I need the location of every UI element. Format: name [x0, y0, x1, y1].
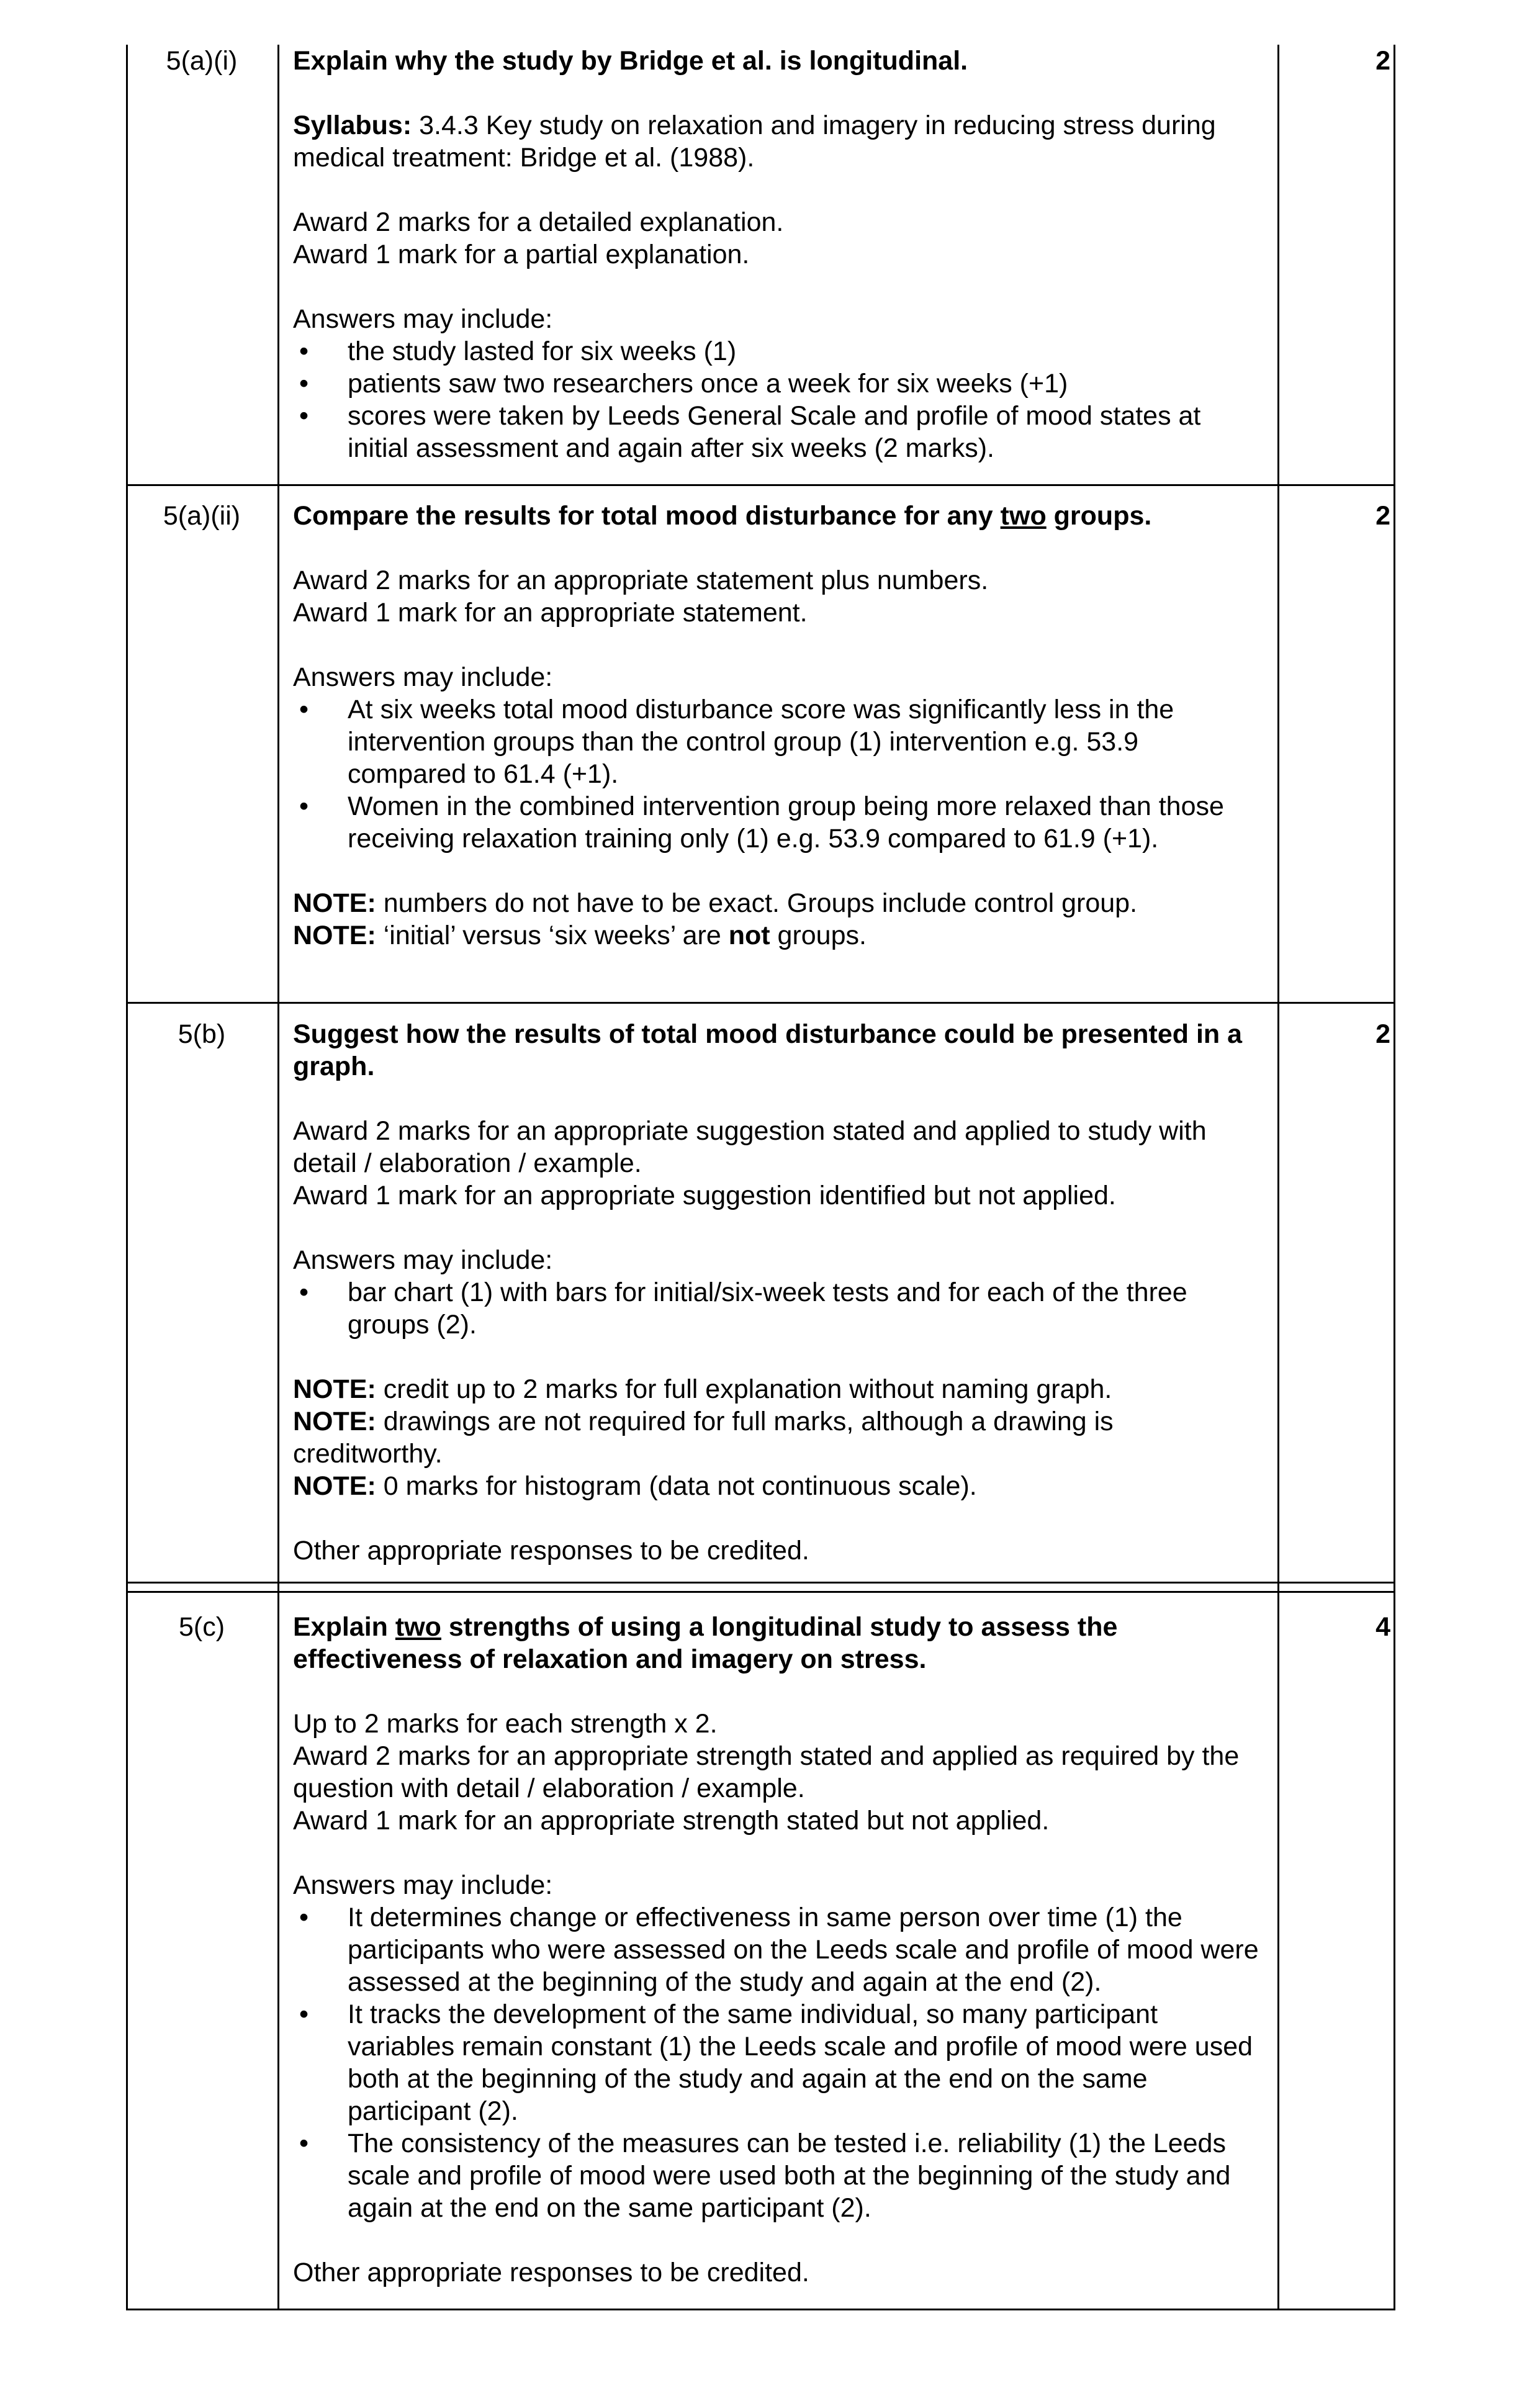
note-line: NOTE: credit up to 2 marks for full explanation without naming graph. [293, 1374, 1112, 1404]
list-item: • The consistency of the measures can be tested i.e. reliability (1) the Leeds scale and profile of mood were used both at the beginning of the study and again at the end on the same participant (2). [293, 2127, 1261, 2224]
question-number: 5(a)(ii) [163, 501, 241, 531]
list-item: • Women in the combined intervention group being more relaxed than those receiving relaxation training only (1) e.g. 53.9 compared to 61.9 (+1). [293, 790, 1261, 855]
answers-intro: Answers may include: [293, 1870, 553, 1900]
answer-guidance [293, 1611, 1261, 2289]
question-text: Explain why the study by Bridge et al. is longitudinal. [293, 46, 968, 76]
marks-value: 4 [1376, 1612, 1390, 1642]
note-label: NOTE: [293, 1374, 376, 1404]
award-line: Award 1 mark for an appropriate statement. [293, 598, 808, 628]
award-line: Award 1 mark for an appropriate strength stated but not applied. [293, 1806, 1050, 1836]
note-line: NOTE: drawings are not required for full marks, although a drawing is creditworthy. [293, 1407, 1114, 1469]
syllabus-label: Syllabus: [293, 110, 412, 140]
table-border-left [126, 45, 128, 2310]
list-item: • At six weeks total mood disturbance score was significantly less in the intervention groups than the control group (1) intervention e.g. 53.9 compared to 61.4 (+1). [293, 693, 1261, 790]
question-number: 5(a)(i) [166, 46, 238, 76]
note-line: NOTE: numbers do not have to be exact. Groups include control group. [293, 888, 1138, 918]
award-line: Up to 2 marks for each strength x 2. [293, 1709, 718, 1739]
list-item: • patients saw two researchers once a week for six weeks (+1) [293, 367, 1261, 400]
award-line: Award 2 marks for an appropriate statement plus numbers. [293, 565, 989, 595]
marks-value: 2 [1376, 501, 1390, 531]
list-item: • It tracks the development of the same individual, so many participant variables remain constant (1) the Leeds scale and profile of mood were used both at the beginning of the study and again at the end on the same participant (2). [293, 1998, 1261, 2127]
row-divider [126, 1591, 1395, 1593]
column-divider-answer [277, 45, 279, 2310]
award-line: Award 2 marks for an appropriate strength stated and applied as required by the question with detail / elaboration / example. [293, 1741, 1240, 1803]
other-responses-line: Other appropriate responses to be credited. [293, 2258, 809, 2287]
underlined-word: two [395, 1612, 441, 1642]
note-label: NOTE: [293, 888, 376, 918]
answer-bullets [293, 1901, 1261, 2224]
note-label: NOTE: [293, 921, 376, 950]
table-border-bottom [126, 2309, 1395, 2310]
answers-intro: Answers may include: [293, 1245, 553, 1275]
row-divider [126, 484, 1395, 486]
underlined-word: two [1000, 501, 1047, 531]
question-number: 5(b) [178, 1019, 226, 1049]
marks-value: 2 [1376, 1019, 1390, 1049]
row-divider [126, 1002, 1395, 1004]
answer-bullets [293, 335, 1261, 464]
syllabus-line [293, 109, 1261, 174]
answer-bullets [293, 693, 1261, 855]
other-responses-line: Other appropriate responses to be credited. [293, 1536, 809, 1566]
note-label: NOTE: [293, 1471, 376, 1501]
answer-guidance [293, 500, 1261, 952]
row-divider [126, 1582, 1395, 1584]
award-line: Award 2 marks for an appropriate suggestion stated and applied to study with detail / elaboration / example. [293, 1116, 1207, 1178]
answer-guidance [293, 45, 1261, 464]
table-border-right [1394, 45, 1395, 2310]
award-line: Award 2 marks for a detailed explanation. [293, 207, 784, 237]
note-label: NOTE: [293, 1407, 376, 1436]
question-text: Suggest how the results of total mood disturbance could be presented in a graph. [293, 1019, 1243, 1081]
answers-intro: Answers may include: [293, 304, 553, 334]
answer-bullets [293, 1276, 1261, 1341]
note-line: NOTE: 0 marks for histogram (data not continuous scale). [293, 1471, 977, 1501]
list-item: • the study lasted for six weeks (1) [293, 335, 1261, 367]
syllabus-text: 3.4.3 Key study on relaxation and imagery in reducing stress during medical treatment: Bridge et al. (1988). [293, 110, 1216, 173]
answer-guidance [293, 1018, 1261, 1567]
question-text: Explain two strengths of using a longitudinal study to assess the effectiveness of relaxation and imagery on stress. [293, 1612, 1118, 1674]
award-line: Award 1 mark for an appropriate suggestion identified but not applied. [293, 1181, 1116, 1210]
question-text: Compare the results for total mood disturbance for any two groups. [293, 501, 1152, 531]
list-item: • bar chart (1) with bars for initial/six-week tests and for each of the three groups (2). [293, 1276, 1261, 1341]
list-item: • It determines change or effectiveness in same person over time (1) the participants who were assessed on the Leeds scale and profile of mood were assessed at the beginning of the study and again at the end (2). [293, 1901, 1261, 1998]
column-divider-marks [1277, 45, 1279, 2310]
list-item: • scores were taken by Leeds General Scale and profile of mood states at initial assessment and again after six weeks (2 marks). [293, 400, 1261, 464]
answers-intro: Answers may include: [293, 662, 553, 692]
award-line: Award 1 mark for a partial explanation. [293, 240, 750, 269]
question-number: 5(c) [178, 1612, 225, 1642]
marks-value: 2 [1376, 46, 1390, 76]
note-line: NOTE: ‘initial’ versus ‘six weeks’ are not groups. [293, 921, 867, 950]
